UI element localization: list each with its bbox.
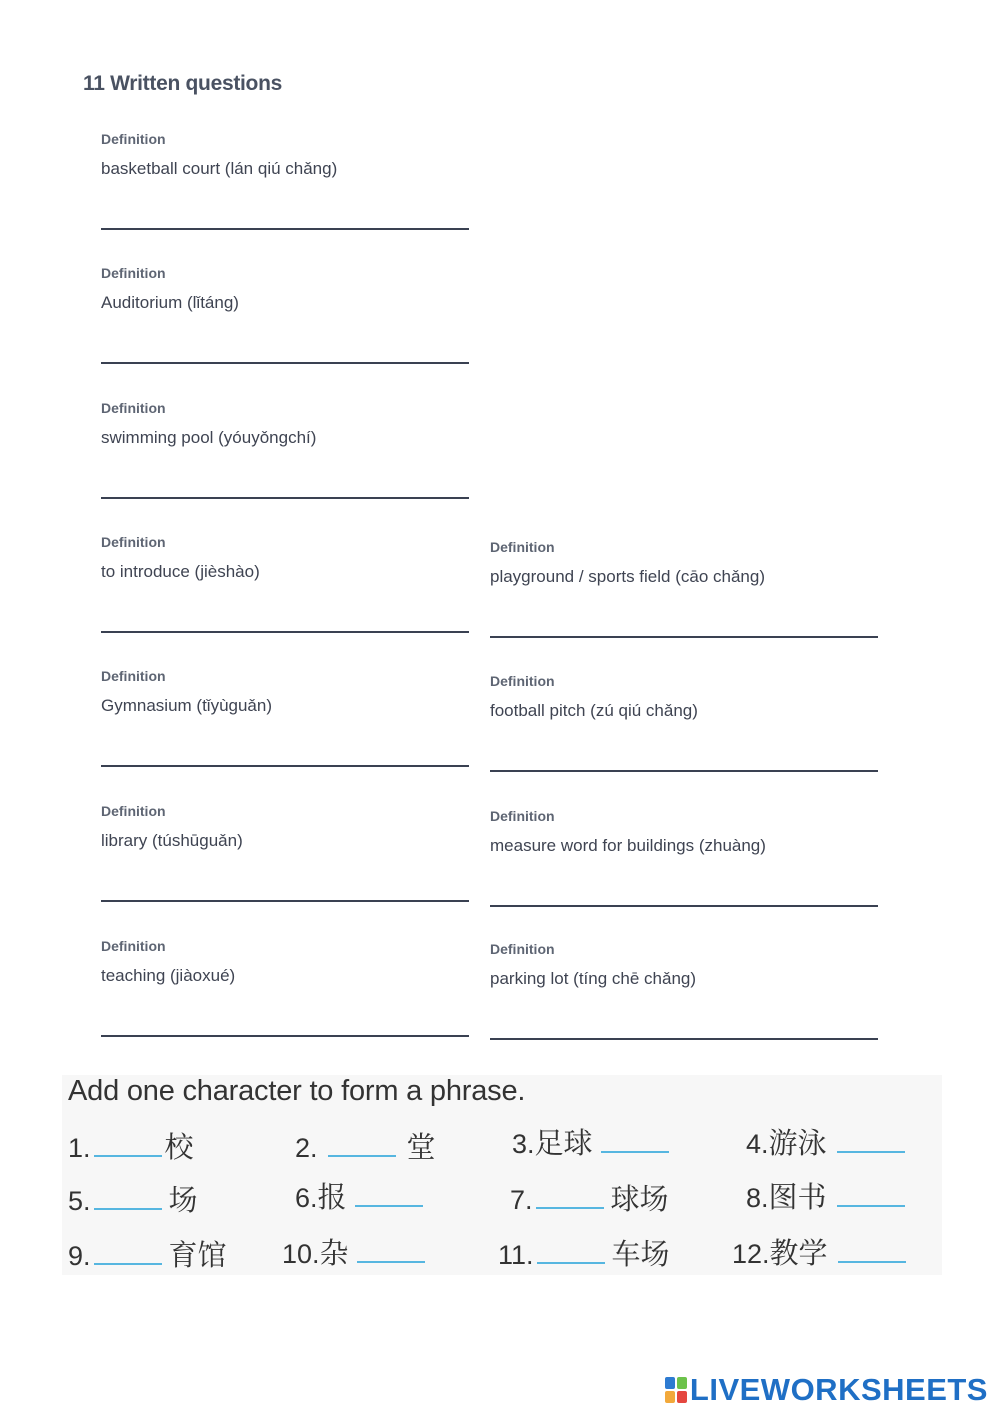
item-prefix: 图书 bbox=[768, 1180, 827, 1214]
item-number: 1. bbox=[68, 1133, 91, 1163]
question-card-2 bbox=[101, 264, 469, 314]
phrase-item-8 bbox=[746, 1175, 908, 1214]
question-card-9 bbox=[490, 672, 858, 722]
item-prefix: 足球 bbox=[534, 1126, 593, 1160]
definition-text: Auditorium (lǐtáng) bbox=[101, 293, 239, 312]
answer-input-1[interactable] bbox=[101, 206, 469, 230]
item-number: 4. bbox=[746, 1129, 769, 1159]
answer-input-2[interactable] bbox=[101, 340, 469, 364]
item-number: 10. bbox=[282, 1239, 320, 1269]
blank-line[interactable] bbox=[601, 1131, 669, 1153]
answer-input-10[interactable] bbox=[490, 883, 878, 907]
phrase-item-7 bbox=[510, 1177, 669, 1216]
definition-label: Definition bbox=[101, 534, 166, 550]
section-title: 11 Written questions bbox=[83, 72, 282, 95]
definition-text: playground / sports field (cāo chǎng) bbox=[490, 567, 765, 586]
definition-label: Definition bbox=[490, 539, 555, 555]
item-suffix: 球场 bbox=[610, 1182, 669, 1216]
definition-label: Definition bbox=[101, 668, 166, 684]
answer-input-8[interactable] bbox=[490, 614, 878, 638]
definition-label: Definition bbox=[101, 265, 166, 281]
item-suffix: 校 bbox=[164, 1130, 194, 1164]
definition-text: measure word for buildings (zhuàng) bbox=[490, 836, 766, 855]
phrase-item-6 bbox=[295, 1175, 426, 1214]
definition-text: basketball court (lán qiú chǎng) bbox=[101, 159, 338, 178]
blank-line[interactable] bbox=[94, 1243, 162, 1265]
item-prefix: 游泳 bbox=[768, 1126, 827, 1160]
item-number: 7. bbox=[510, 1185, 533, 1215]
phrase-item-12 bbox=[732, 1231, 909, 1270]
item-prefix: 杂 bbox=[319, 1236, 349, 1270]
phrase-item-1 bbox=[68, 1125, 194, 1164]
phrase-item-2 bbox=[295, 1125, 436, 1164]
blank-line[interactable] bbox=[94, 1135, 162, 1157]
definition-text: football pitch (zú qiú chǎng) bbox=[490, 701, 698, 720]
blank-line[interactable] bbox=[837, 1131, 905, 1153]
answer-input-11[interactable] bbox=[490, 1016, 878, 1040]
item-number: 2. bbox=[295, 1133, 318, 1163]
answer-input-6[interactable] bbox=[101, 878, 469, 902]
question-card-4 bbox=[101, 533, 469, 583]
item-prefix: 报 bbox=[317, 1180, 347, 1214]
item-prefix: 教学 bbox=[769, 1236, 828, 1270]
logo-square bbox=[677, 1377, 687, 1389]
definition-text: teaching (jiàoxué) bbox=[101, 966, 236, 985]
phrase-item-3 bbox=[512, 1121, 672, 1160]
logo-square bbox=[665, 1391, 675, 1403]
phrase-exercise bbox=[62, 1075, 942, 1275]
question-card-1 bbox=[101, 130, 469, 180]
item-number: 6. bbox=[295, 1183, 318, 1213]
logo-square bbox=[665, 1377, 675, 1389]
item-number: 3. bbox=[512, 1129, 535, 1159]
question-card-6 bbox=[101, 802, 469, 852]
blank-line[interactable] bbox=[536, 1187, 604, 1209]
logo-badge-icon bbox=[665, 1377, 687, 1403]
liveworksheets-logo bbox=[665, 1373, 988, 1407]
definition-text: Gymnasium (tǐyùguǎn) bbox=[101, 696, 273, 715]
answer-input-4[interactable] bbox=[101, 609, 469, 633]
item-suffix: 车场 bbox=[611, 1237, 670, 1271]
question-card-11 bbox=[490, 940, 858, 990]
definition-label: Definition bbox=[101, 938, 166, 954]
question-card-10 bbox=[490, 807, 858, 857]
definition-label: Definition bbox=[101, 400, 166, 416]
phrase-item-4 bbox=[746, 1121, 908, 1160]
phrase-exercise-title: Add one character to form a phrase. bbox=[68, 1075, 526, 1107]
blank-line[interactable] bbox=[357, 1241, 425, 1263]
definition-label: Definition bbox=[101, 131, 166, 147]
phrase-item-11 bbox=[498, 1232, 670, 1271]
question-card-5 bbox=[101, 667, 469, 717]
question-card-3 bbox=[101, 399, 469, 449]
blank-line[interactable] bbox=[837, 1185, 905, 1207]
blank-line[interactable] bbox=[838, 1241, 906, 1263]
phrase-item-10 bbox=[282, 1231, 428, 1270]
item-suffix: 育馆 bbox=[168, 1238, 227, 1272]
item-number: 12. bbox=[732, 1239, 770, 1269]
definition-text: parking lot (tíng chē chǎng) bbox=[490, 969, 697, 988]
definition-label: Definition bbox=[490, 808, 555, 824]
phrase-item-5 bbox=[68, 1178, 198, 1217]
definition-label: Definition bbox=[490, 673, 555, 689]
answer-input-3[interactable] bbox=[101, 475, 469, 499]
phrase-item-9 bbox=[68, 1233, 227, 1272]
brand-name: LIVEWORKSHEETS bbox=[689, 1372, 988, 1407]
logo-square bbox=[677, 1391, 687, 1403]
item-number: 8. bbox=[746, 1183, 769, 1213]
question-card-8 bbox=[490, 538, 858, 588]
blank-line[interactable] bbox=[328, 1135, 396, 1157]
item-number: 5. bbox=[68, 1186, 91, 1216]
answer-input-9[interactable] bbox=[490, 748, 878, 772]
question-card-7 bbox=[101, 937, 469, 987]
definition-label: Definition bbox=[101, 803, 166, 819]
blank-line[interactable] bbox=[537, 1242, 605, 1264]
item-suffix: 场 bbox=[168, 1183, 198, 1217]
item-number: 9. bbox=[68, 1241, 91, 1271]
definition-label: Definition bbox=[490, 941, 555, 957]
definition-text: to introduce (jièshào) bbox=[101, 562, 260, 581]
item-suffix: 堂 bbox=[406, 1130, 436, 1164]
answer-input-7[interactable] bbox=[101, 1013, 469, 1037]
definition-text: swimming pool (yóuyǒngchí) bbox=[101, 428, 317, 447]
item-number: 11. bbox=[498, 1240, 534, 1270]
blank-line[interactable] bbox=[355, 1185, 423, 1207]
answer-input-5[interactable] bbox=[101, 743, 469, 767]
blank-line[interactable] bbox=[94, 1188, 162, 1210]
definition-text: library (túshūguǎn) bbox=[101, 831, 243, 850]
